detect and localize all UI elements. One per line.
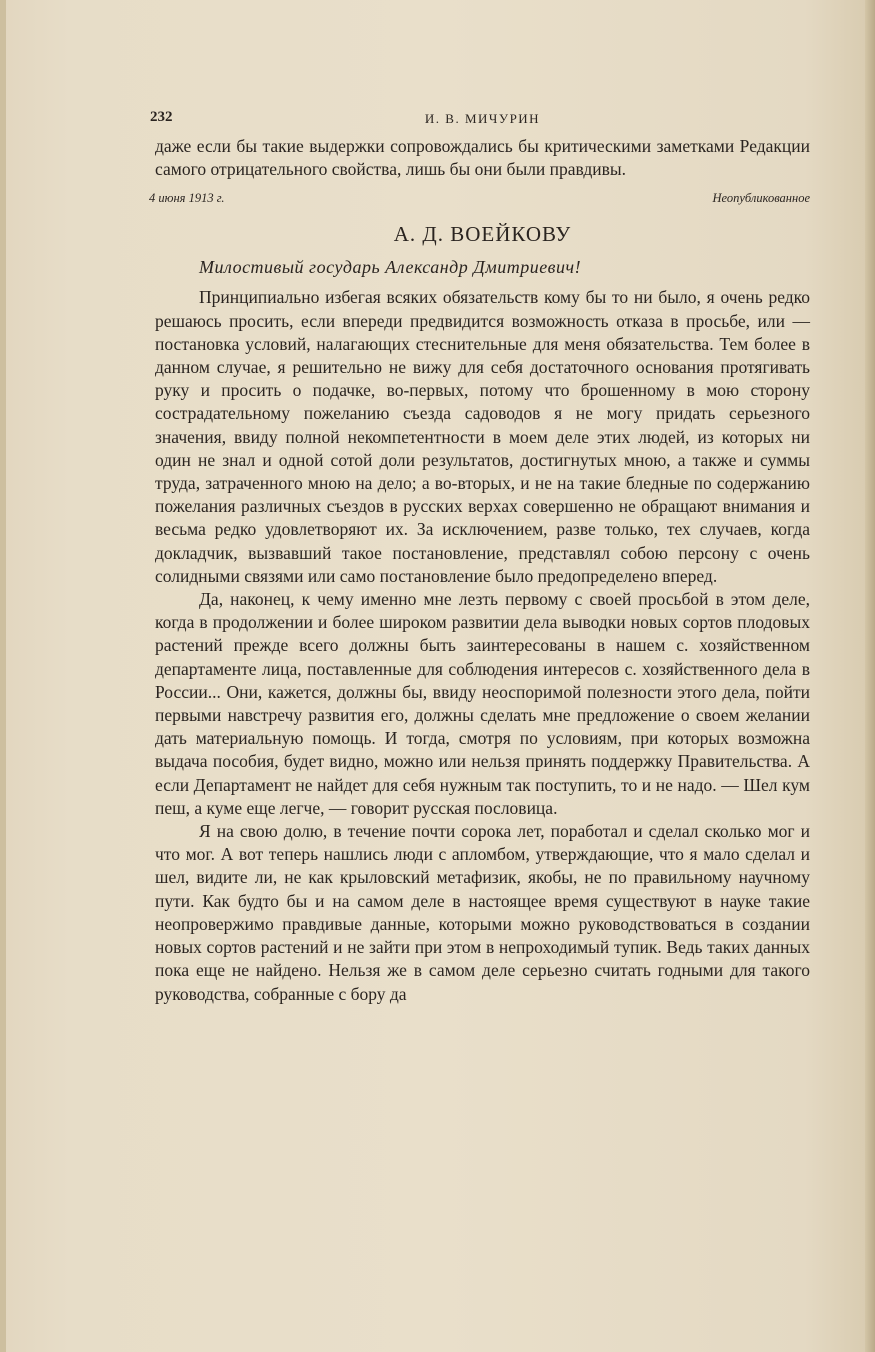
page-number: 232 [150,109,173,125]
publication-status: Неопубликованное [712,191,810,206]
letter-paragraph-2: Да, наконец, к чему именно мне лезть первому с своей просьбой в этом деле, когда в продолжении и более широком развитии дела выводки новых сортов плодовых растений прежде всего должны быть заинтересованы в нашем с. хозяйственном департаменте лица, поставленные для соблюдения интересов с. хозяйственного дела в России... Они, кажется, должны бы, ввиду неоспоримой полезности этого дела, пойти первыми навстречу развития его, должны сделать мне предложение о своем желании дать материальную помощь. И тогда, смотря по условиям, при которых возможна выдача пособия, будет видно, можно или нельзя принять поддержку Правительства. А если Департамент не найдет для себя нужным так поступить, то и не надо. — Шел кум пеш, а куме еще легче, — говорит русская пословица. [155,589,810,818]
letter-paragraph-3: Я на свою долю, в течение почти сорока лет, поработал и сделал сколько мог и что мог. А вот теперь нашлись люди с апломбом, утверждающие, что я мало сделал и шел, видите ли, не как крыловский метафизик, якобы, не по правильному научному пути. Как будто бы и на самом деле в настоящее время существуют в науке такие неопровержимо правдивые данные, которыми можно руководствоваться в создании новых сортов растений и не зайти при этом в непроходимый тупик. Ведь таких данных пока еще не найдено. Нельзя же в самом деле серьезно считать годными для такого руководства, собранные с бору да [155,821,810,1004]
page-content [149,105,810,1006]
salutation: Милостивый государь Александр Дмитриевич! [199,257,582,278]
continuation-paragraph: даже если бы такие выдержки сопровождались бы критическими заметками Редакции самого отрицательного свойства, лишь бы они были правдивы. [155,136,810,180]
running-title: И. В. МИЧУРИН [424,111,541,126]
letter-paragraph-1: Принципиально избегая всяких обязательств кому бы то ни было, я очень редко решаюсь просить, если впереди предвидится возможность отказа в просьбе, или — постановка условий, налагающих стеснительные для меня обязательства. Тем более в данном случае, я решительно не вижу для себя достаточного основания протягивать руку и просить о подачке, во-первых, потому что брошенному в мою сторону сострадательному пожеланию съезда садоводов я не могу придать серьезного значения, ввиду полной некомпетентности в моем деле этих людей, из которых ни один не знал и одной сотой доли результатов, достигнутых мною, а также и суммы труда, затраченного мною на дело; а во-вторых, и не на такие бледные по содержанию пожелания различных съездов в русских верхах совершенно не обращают внимания и весьма редко удовлетворяют их. За исключением, разве только, тех случаев, когда докладчик, вызвавший такое постановление, представлял собою персону с очень солидными связями или само постановление было предопределено вперед. [155,287,810,586]
letter-date: 4 июня 1913 г. [149,191,225,206]
running-head [150,105,810,135]
letter-heading: А. Д. ВОЕЙКОВУ [393,222,572,247]
date-line [149,187,810,209]
